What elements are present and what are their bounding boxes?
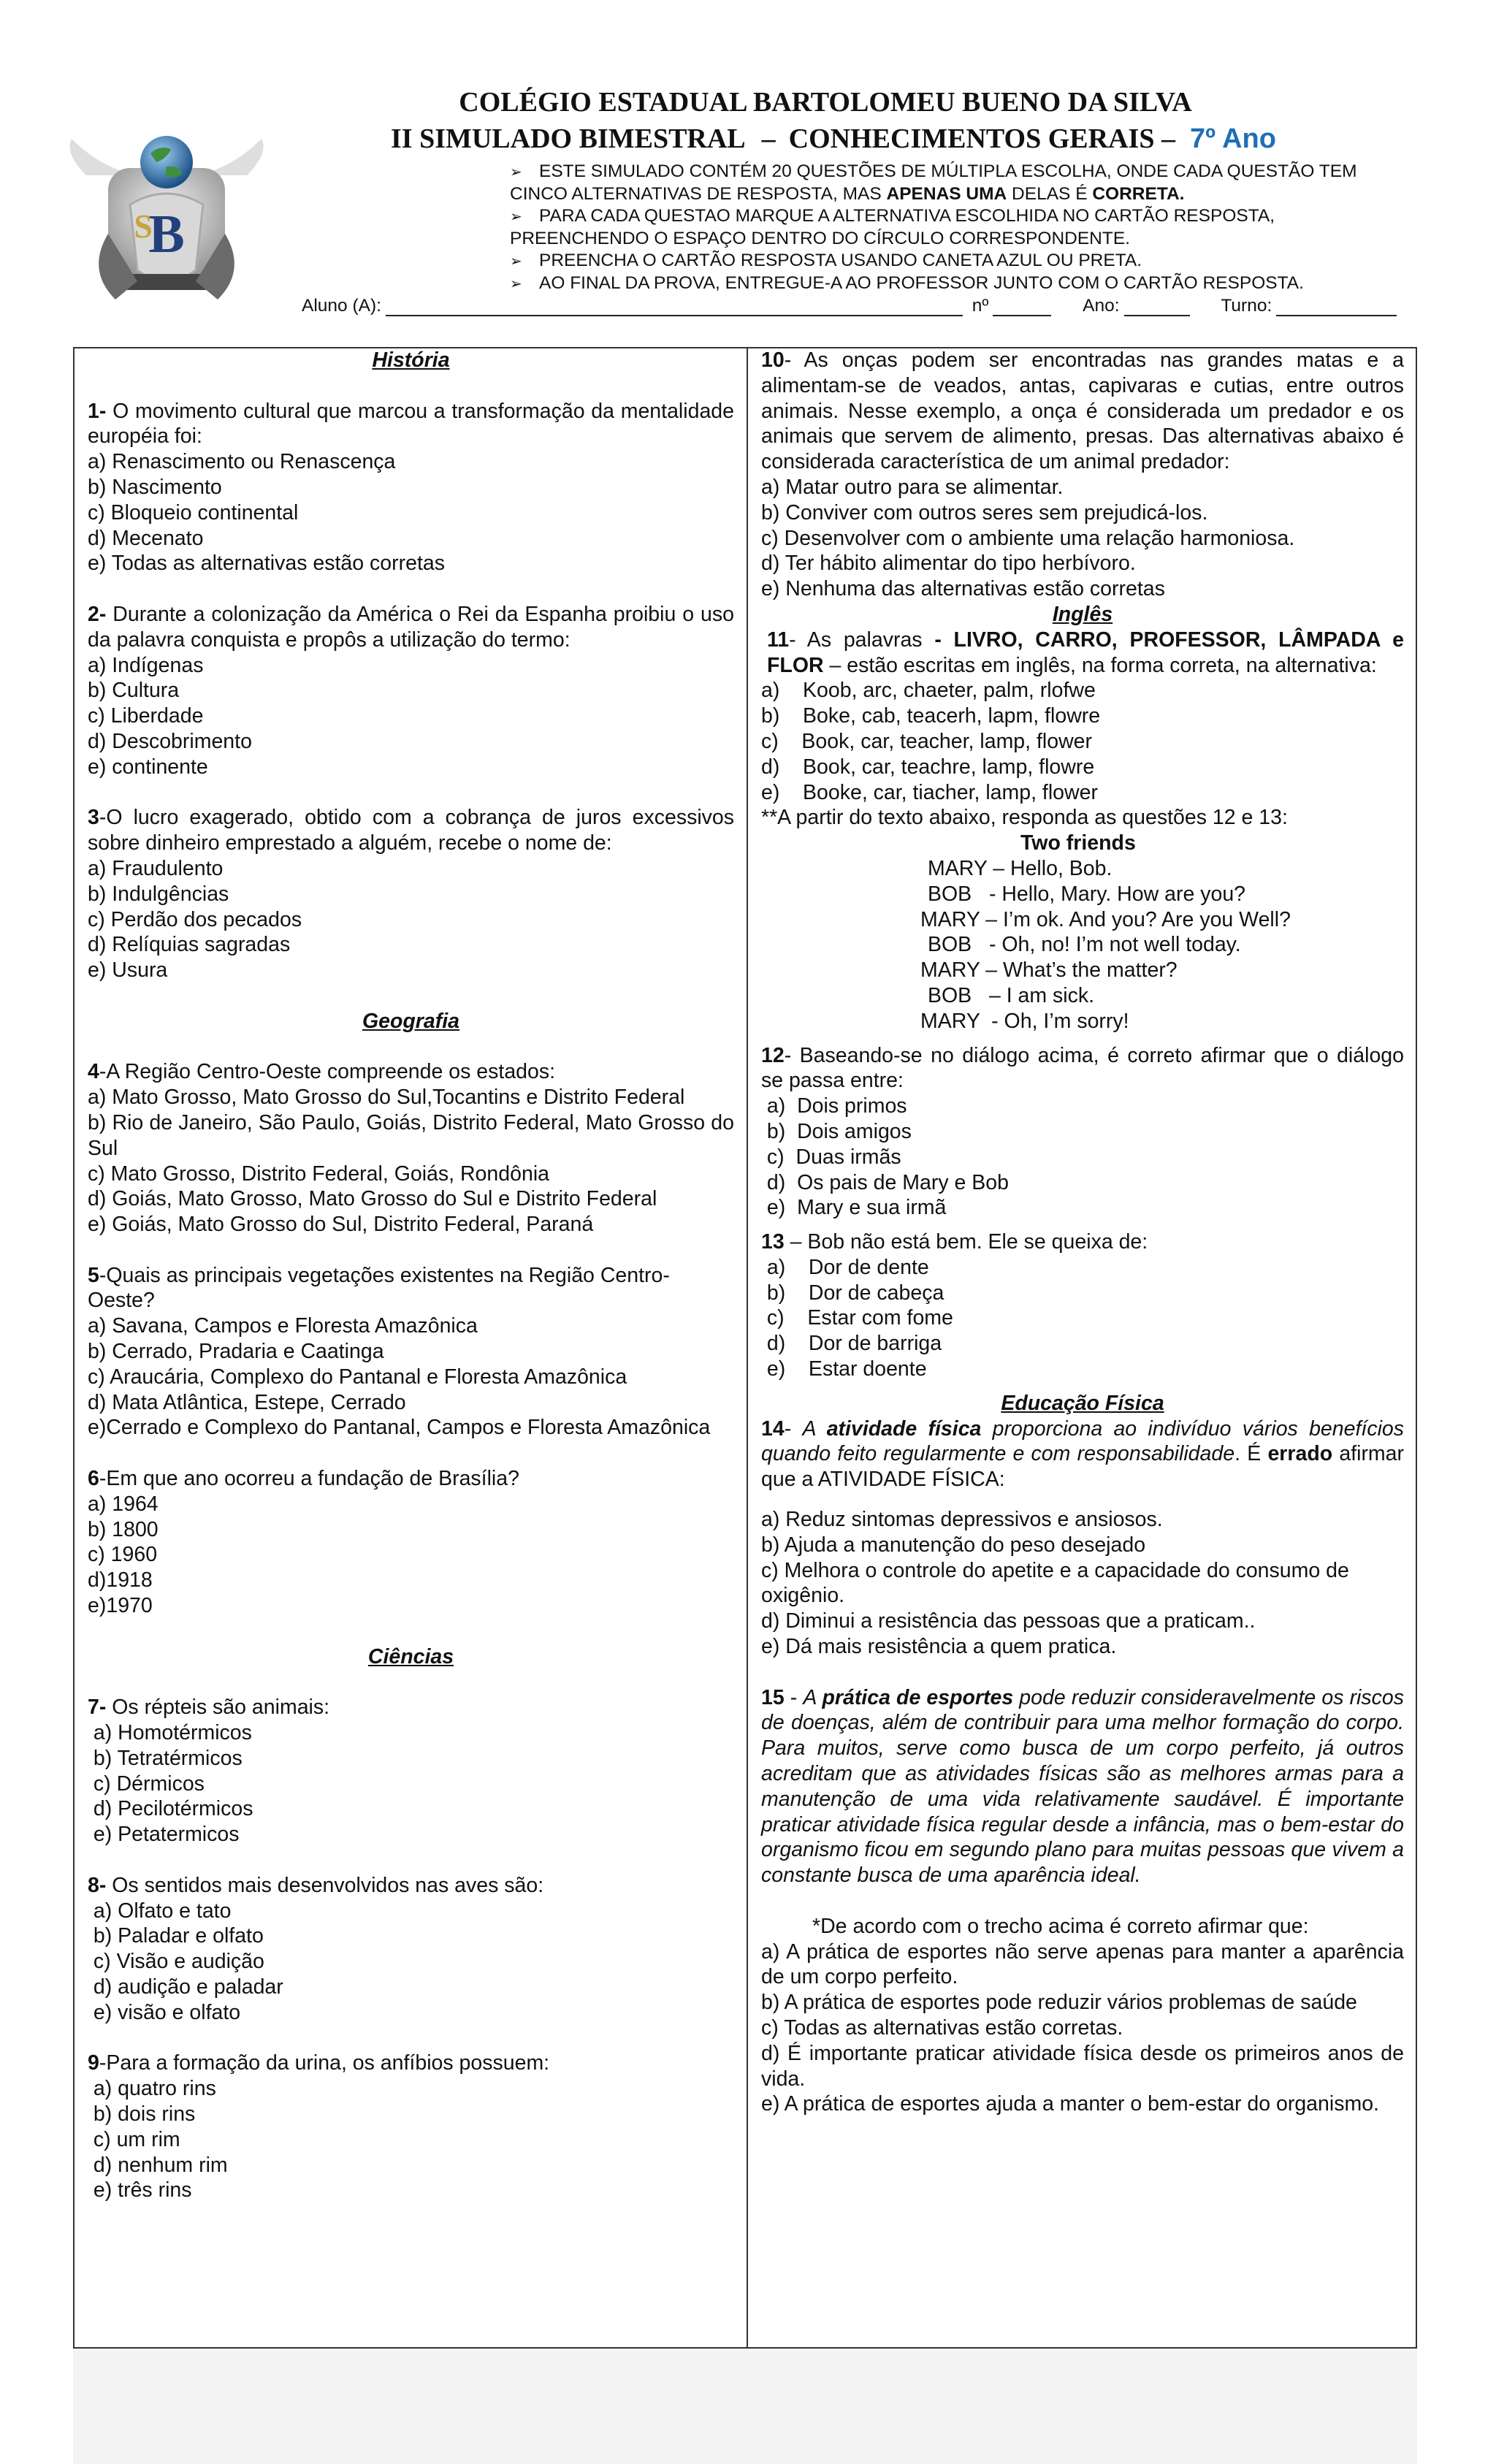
- exam-title-main: II SIMULADO BIMESTRAL: [391, 123, 746, 154]
- option[interactable]: a) Olfato e tato: [88, 1899, 232, 1923]
- year-label: Ano:: [1083, 296, 1120, 316]
- option[interactable]: b) Cultura: [88, 679, 180, 703]
- option[interactable]: a) A prática de esportes não serve apenas para manter a aparência de um corpo perfeito.: [761, 1939, 1404, 1989]
- school-name: COLÉGIO ESTADUAL BARTOLOMEU BUENO DA SILVA: [459, 87, 1192, 118]
- option[interactable]: a) Savana, Campos e Floresta Amazônica: [88, 1314, 478, 1338]
- option[interactable]: e) visão e olfato: [88, 2000, 241, 2024]
- option[interactable]: e) continente: [88, 755, 208, 779]
- question-stem: -Para a formação da urina, os anfíbios possuem:: [99, 2051, 550, 2075]
- question-text: [88, 399, 734, 450]
- question-8: [88, 1873, 734, 2026]
- question-14: [761, 1416, 1404, 1660]
- option[interactable]: c) Liberdade: [88, 704, 204, 728]
- option[interactable]: a) quatro rins: [88, 2077, 216, 2101]
- question-9: [88, 2051, 734, 2203]
- question-prompt: *De acordo com o trecho acima é correto afirmar que:: [812, 1914, 1309, 1938]
- option[interactable]: d) Mecenato: [88, 526, 204, 550]
- option[interactable]: c) Araucária, Complexo do Pantanal e Floresta Amazônica: [88, 1365, 627, 1389]
- instruction-text: DELAS É: [1007, 184, 1093, 204]
- question-number: 4: [88, 1060, 99, 1084]
- question-number: 12: [761, 1043, 785, 1067]
- question-number: 5: [88, 1263, 99, 1287]
- dialog-line: BOB – I am sick.: [928, 983, 1095, 1007]
- question-text: [88, 1263, 734, 1314]
- option[interactable]: b) Dois amigos: [761, 1119, 912, 1143]
- option[interactable]: e) três rins: [88, 2178, 192, 2202]
- option[interactable]: c) Melhora o controle do apetite e a capacidade do consumo de oxigênio.: [761, 1558, 1349, 1608]
- question-text: [761, 1416, 1404, 1492]
- question-italic: proporciona ao indivíduo vários benefícios quando feito regularmente e com responsabilidade: [761, 1416, 1404, 1466]
- arrow-bullet-icon: ➢: [510, 164, 522, 180]
- question-1: [88, 399, 734, 577]
- option[interactable]: b) Rio de Janeiro, São Paulo, Goiás, Distrito Federal, Mato Grosso do Sul: [88, 1110, 734, 1160]
- instruction-item: [510, 250, 1416, 272]
- question-4: [88, 1059, 734, 1237]
- exam-subject: CONHECIMENTOS GERAIS –: [788, 123, 1175, 154]
- option[interactable]: e) Mary e sua irmã: [761, 1196, 947, 1220]
- option[interactable]: e) Dá mais resistência a quem pratica.: [761, 1635, 1117, 1659]
- shift-label: Turno:: [1221, 296, 1272, 316]
- grade-label: 7º Ano: [1189, 123, 1276, 154]
- question-5: [88, 1263, 734, 1441]
- year-field[interactable]: [1124, 299, 1190, 316]
- number-label: nº: [972, 296, 989, 316]
- question-stem: - Baseando-se no diálogo acima, é correto afirmar que o diálogo se passa entre:: [761, 1043, 1404, 1093]
- question-13: [761, 1229, 1404, 1382]
- arrow-bullet-icon: ➢: [510, 253, 522, 270]
- question-stem: Os sentidos mais desenvolvidos nas aves são:: [106, 1873, 544, 1897]
- question-stem: O movimento cultural que marcou a transformação da mentalidade européia foi:: [88, 399, 734, 449]
- svg-text:B: B: [148, 205, 185, 264]
- question-text: [761, 1229, 1404, 1255]
- section-title-historia: História: [372, 348, 450, 372]
- instruction-text: ESTE SIMULADO CONTÉM 20 QUESTÕES DE MÚLTIPLA ESCOLHA, ONDE CADA QUESTÃO TEM CINCO ALTERNATIVAS DE RESPOSTA, MAS: [510, 161, 1357, 204]
- student-label: Aluno (A):: [302, 296, 381, 316]
- option[interactable]: a) Koob, arc, chaeter, palm, rlofwe: [761, 679, 1096, 703]
- dialog: [761, 856, 1404, 1034]
- instruction-bold: CORRETA.: [1092, 184, 1185, 204]
- question-3: [88, 805, 734, 983]
- dialog-line: BOB - Oh, no! I’m not well today.: [928, 933, 1241, 957]
- student-name-field[interactable]: [386, 299, 963, 316]
- option[interactable]: a) 1964: [88, 1492, 159, 1516]
- question-text: [88, 1695, 734, 1720]
- option[interactable]: e) Goiás, Mato Grosso do Sul, Distrito Federal, Paraná: [88, 1213, 594, 1237]
- question-bold: prática de esportes: [822, 1685, 1014, 1709]
- question-number: 8-: [88, 1873, 107, 1897]
- option[interactable]: d) audição e paladar: [88, 1975, 283, 1999]
- question-stem: - As palavras: [789, 628, 935, 652]
- option[interactable]: a) Mato Grosso, Mato Grosso do Sul,Tocantins e Distrito Federal: [88, 1086, 685, 1110]
- option[interactable]: a) Indígenas: [88, 653, 204, 677]
- option[interactable]: c) um rim: [88, 2127, 180, 2151]
- option[interactable]: a) Renascimento ou Renascença: [88, 450, 396, 474]
- question-text: [88, 602, 734, 653]
- page-footer-area: [73, 2349, 1417, 2464]
- option[interactable]: b) Dor de cabeça: [761, 1281, 944, 1305]
- option[interactable]: c) Visão e audição: [88, 1950, 264, 1974]
- option[interactable]: e) Estar doente: [761, 1357, 927, 1381]
- dialog-line: MARY – I’m ok. And you? Are you Well?: [920, 907, 1291, 931]
- option[interactable]: b) 1800: [88, 1517, 159, 1541]
- dialog-line: BOB - Hello, Mary. How are you?: [928, 882, 1246, 906]
- option[interactable]: a) Dois primos: [761, 1094, 907, 1118]
- question-text: [88, 1873, 734, 1899]
- option[interactable]: b) Cerrado, Pradaria e Caatinga: [88, 1340, 384, 1364]
- story-title: Two friends: [1020, 831, 1136, 855]
- option[interactable]: a) Homotérmicos: [88, 1721, 252, 1745]
- option[interactable]: c) Perdão dos pecados: [88, 907, 302, 931]
- section-title-ciencias: Ciências: [367, 1644, 454, 1668]
- option[interactable]: d)1918: [88, 1568, 153, 1593]
- question-stem: Durante a colonização da América o Rei da Espanha proibiu o uso da palavra conquista e propôs a utilização do termo:: [88, 602, 734, 652]
- question-bold: - LIVRO, CARRO, PROFESSOR, LÂMPADA e FLOR: [767, 628, 1405, 677]
- question-number: 11: [767, 628, 790, 652]
- question-7: [88, 1695, 734, 1847]
- arrow-bullet-icon: ➢: [510, 276, 522, 292]
- instruction-text: AO FINAL DA PROVA, ENTREGUE-A AO PROFESSOR JUNTO COM O CARTÃO RESPOSTA.: [539, 273, 1304, 293]
- question-stem: -O lucro exagerado, obtido com a cobrança de juros excessivos sobre dinheiro emprestado a alguém, recebe o nome de:: [88, 806, 734, 855]
- option[interactable]: a) Matar outro para se alimentar.: [761, 475, 1064, 499]
- question-stem: - As onças podem ser encontradas nas grandes matas e a alimentam-se de veados, antas, capivaras e cutias, entre outros animais. Nesse exemplo, a onça é considerada um predador e os animais que servem de alimento, presas. Das alternativas abaixo é considerada característica de um animal predador:: [761, 348, 1404, 474]
- question-italic: A: [802, 1416, 827, 1441]
- instruction-item: [510, 272, 1416, 295]
- option[interactable]: d) Os pais de Mary e Bob: [761, 1170, 1009, 1194]
- question-stem: -Quais as principais vegetações existentes na Região Centro-Oeste?: [88, 1263, 670, 1313]
- question-stem: – estão escritas em inglês, na forma correta, na alternativa:: [823, 653, 1377, 677]
- option[interactable]: b) Indulgências: [88, 882, 229, 906]
- question-bold: errado: [1267, 1442, 1333, 1466]
- question-2: [88, 602, 734, 780]
- option[interactable]: d) Goiás, Mato Grosso, Mato Grosso do Sul e Distrito Federal: [88, 1187, 657, 1211]
- dialog-line: MARY - Oh, I’m sorry!: [920, 1009, 1129, 1033]
- question-6: [88, 1466, 734, 1619]
- instruction-item: [510, 205, 1416, 250]
- question-text: [761, 628, 1404, 679]
- question-10: [761, 348, 1404, 602]
- question-text: [88, 1059, 734, 1085]
- question-text: [761, 348, 1404, 475]
- instruction-text: PREENCHA O CARTÃO RESPOSTA USANDO CANETA AZUL OU PRETA.: [539, 251, 1142, 270]
- question-text: [88, 2051, 734, 2076]
- option[interactable]: d) É importante praticar atividade física desde os primeiros anos de vida.: [761, 2041, 1404, 2091]
- option[interactable]: c) Estar com fome: [761, 1306, 953, 1330]
- option[interactable]: b) A prática de esportes pode reduzir vários problemas de saúde: [761, 1991, 1357, 2015]
- option[interactable]: c) Duas irmãs: [761, 1145, 901, 1169]
- number-field[interactable]: [993, 299, 1051, 316]
- question-bold: atividade física: [826, 1416, 982, 1441]
- option[interactable]: c) Dérmicos: [88, 1771, 205, 1796]
- question-number: 6: [88, 1467, 99, 1491]
- instruction-item: [510, 161, 1416, 205]
- option[interactable]: d) nenhum rim: [88, 2153, 228, 2177]
- option[interactable]: d) Mata Atlântica, Estepe, Cerrado: [88, 1390, 406, 1414]
- question-number: 13: [761, 1230, 785, 1254]
- svg-text:S: S: [134, 207, 153, 245]
- option[interactable]: a) Reduz sintomas depressivos e ansiosos.: [761, 1508, 1163, 1532]
- option[interactable]: c) Book, car, teacher, lamp, flower: [761, 729, 1093, 753]
- dialog-line: MARY – Hello, Bob.: [928, 856, 1113, 880]
- section-title-educacao-fisica: Educação Física: [1001, 1391, 1164, 1415]
- question-text: [761, 1685, 1404, 1888]
- option[interactable]: e) A prática de esportes ajuda a manter o bem-estar do organismo.: [761, 2092, 1379, 2116]
- question-number: 14: [761, 1416, 785, 1441]
- option[interactable]: c) Bloqueio continental: [88, 500, 299, 525]
- instructions-list: [510, 161, 1416, 295]
- question-number: 7-: [88, 1696, 107, 1720]
- option[interactable]: a) Fraudulento: [88, 856, 224, 880]
- exam-dash: –: [761, 123, 776, 154]
- question-italic: A: [803, 1685, 823, 1709]
- question-stem: Os répteis são animais:: [106, 1696, 330, 1720]
- question-stem: afirmar que a ATIVIDADE FÍSICA:: [761, 1442, 1405, 1492]
- option[interactable]: b) Nascimento: [88, 475, 222, 499]
- option[interactable]: d) Pecilotérmicos: [88, 1797, 253, 1821]
- option[interactable]: e) Nenhuma das alternativas estão corretas: [761, 577, 1165, 601]
- question-12: [761, 1043, 1404, 1221]
- question-11: [761, 628, 1404, 806]
- instruction-bold: APENAS UMA: [886, 184, 1007, 204]
- option[interactable]: e) Petatermicos: [88, 1823, 240, 1847]
- text-intro: **A partir do texto abaixo, responda as questões 12 e 13:: [761, 806, 1288, 830]
- section-title-ingles: Inglês: [1052, 602, 1113, 626]
- option[interactable]: b) Paladar e olfato: [88, 1924, 264, 1948]
- left-column: [88, 348, 734, 2203]
- question-number: 9: [88, 2051, 99, 2075]
- question-text: [88, 1466, 734, 1492]
- exam-title: [391, 123, 1413, 155]
- instruction-text: PARA CADA QUESTAO MARQUE A ALTERNATIVA ESCOLHIDA NO CARTÃO RESPOSTA, PREENCHENDO O ESPAÇO DENTRO DO CÍRCULO CORRESPONDENTE.: [510, 206, 1275, 248]
- question-stem: -: [784, 1416, 803, 1441]
- question-stem: -: [784, 1685, 804, 1709]
- section-title-geografia: Geografia: [362, 1009, 460, 1033]
- school-logo-icon: [57, 124, 276, 310]
- page-header: [0, 0, 1496, 343]
- question-text: [761, 1043, 1404, 1094]
- option[interactable]: d) Descobrimento: [88, 729, 252, 753]
- dialog-line: MARY – What’s the matter?: [920, 958, 1178, 983]
- question-stem: . É: [1234, 1442, 1268, 1466]
- option[interactable]: d) Ter hábito alimentar do tipo herbívoro.: [761, 552, 1136, 576]
- option[interactable]: b) Tetratérmicos: [88, 1746, 243, 1770]
- option[interactable]: e) Usura: [88, 958, 168, 983]
- shift-field[interactable]: [1276, 299, 1397, 316]
- option[interactable]: b) Boke, cab, teacerh, lapm, flowre: [761, 704, 1101, 728]
- arrow-bullet-icon: ➢: [510, 209, 522, 225]
- option[interactable]: c) Mato Grosso, Distrito Federal, Goiás, Rondônia: [88, 1162, 549, 1186]
- question-number: 1-: [88, 399, 107, 423]
- question-stem: -A Região Centro-Oeste compreende os estados:: [99, 1060, 556, 1084]
- question-number: 2-: [88, 602, 107, 626]
- option[interactable]: d) Relíquias sagradas: [88, 933, 291, 957]
- option[interactable]: b) Ajuda a manutenção do peso desejado: [761, 1533, 1146, 1557]
- column-divider: [747, 347, 748, 2349]
- student-info-line: [302, 296, 1412, 316]
- option[interactable]: c) Desenvolver com o ambiente uma relação harmoniosa.: [761, 526, 1295, 550]
- option[interactable]: e)Cerrado e Complexo do Pantanal, Campos e Floresta Amazônica: [88, 1416, 711, 1440]
- right-column: [761, 348, 1404, 2117]
- option[interactable]: b) dois rins: [88, 2102, 196, 2126]
- question-number: 3: [88, 806, 99, 830]
- option[interactable]: c) 1960: [88, 1543, 158, 1567]
- option[interactable]: d) Dor de barriga: [761, 1332, 942, 1356]
- option[interactable]: b) Conviver com outros seres sem prejudicá-los.: [761, 500, 1208, 525]
- question-text: [88, 805, 734, 856]
- question-number: 10: [761, 348, 785, 372]
- option[interactable]: d) Diminui a resistência das pessoas que a praticam..: [761, 1609, 1256, 1633]
- question-stem: -Em que ano ocorreu a fundação de Brasília?: [99, 1467, 519, 1491]
- option[interactable]: e) Todas as alternativas estão corretas: [88, 552, 445, 576]
- option[interactable]: c) Todas as alternativas estão corretas.: [761, 2016, 1123, 2040]
- question-15: [761, 1685, 1404, 2118]
- question-number: 15: [761, 1685, 785, 1709]
- option[interactable]: d) Book, car, teachre, lamp, flowre: [761, 755, 1095, 779]
- question-stem: – Bob não está bem. Ele se queixa de:: [784, 1230, 1148, 1254]
- question-italic: pode reduzir consideravelmente os riscos de doenças, além de contribuir para uma melhor formação do corpo. Para muitos, serve como busca de um corpo perfeito, já outros acreditam que as atividades físicas são as melhores armas para a manutenção de uma vida relativamente saudável. É importante praticar atividade física regular desde a infância, mas o bem-estar do organismo ficou em segundo plano para muitas pessoas que vivem a constante busca de uma aparência ideal.: [761, 1685, 1404, 1888]
- option[interactable]: a) Dor de dente: [761, 1255, 929, 1279]
- option[interactable]: e)1970: [88, 1594, 153, 1618]
- option[interactable]: e) Booke, car, tiacher, lamp, flower: [761, 780, 1098, 804]
